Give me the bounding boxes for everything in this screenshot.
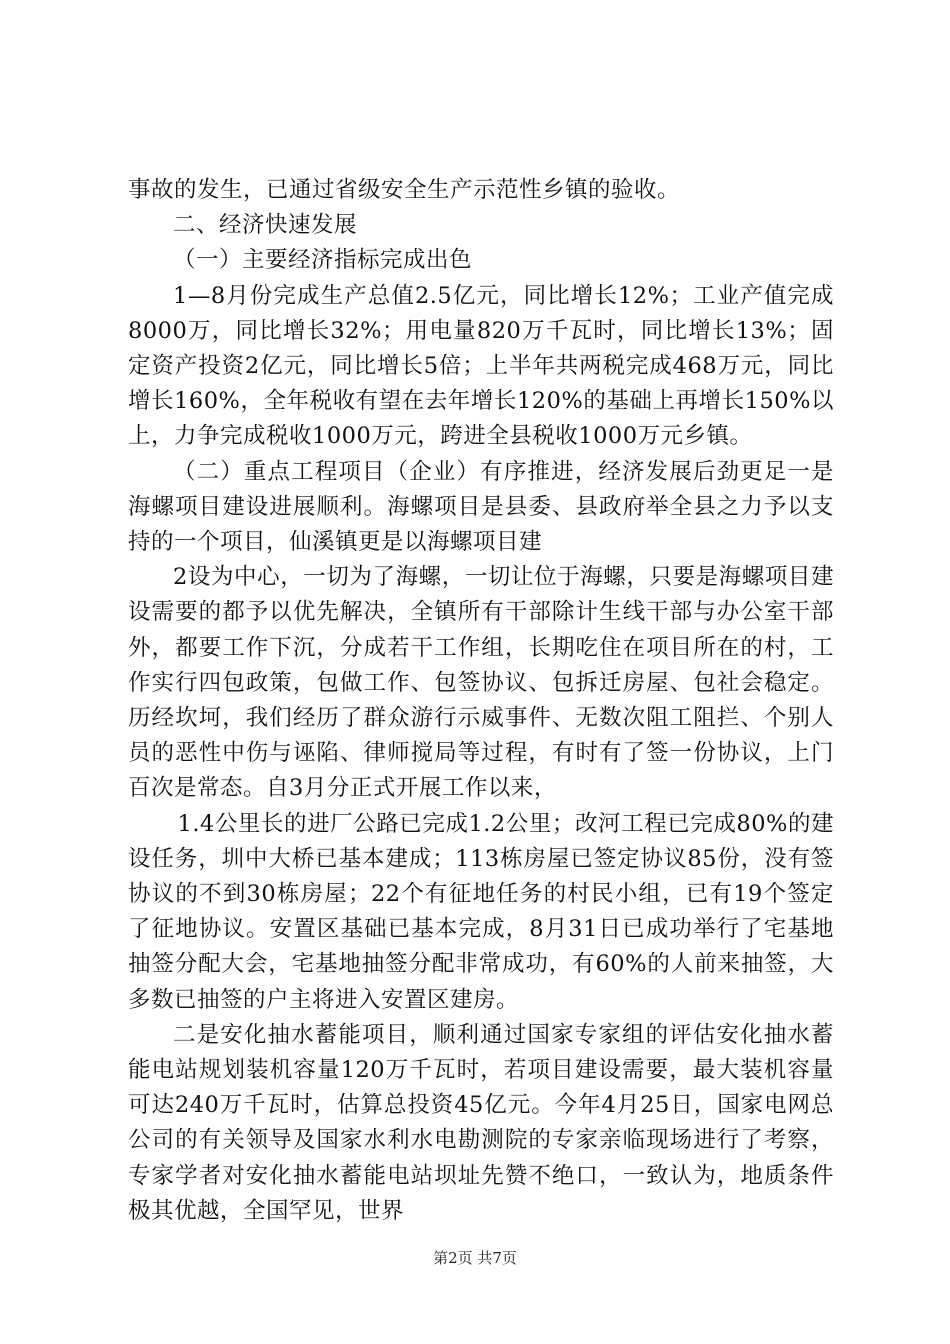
subsection-heading-1: （一）主要经济指标完成出色 <box>173 247 473 274</box>
paragraph-pumped-storage: 二是安化抽水蓄能项目，顺利通过国家专家组的评估安化抽水蓄能电站规划装机容量120万千瓦时，若项目建设需要，最大装机容量可达240万千瓦时，估算总投资45亿元。今年4月25日，国家电网总公司的有关领导及国家水利水电勘测院的专家亲临现场进行了考察，专家学者对安化抽水蓄能电站坝址先赞不绝口，一致认为，地质条件极其优越，全国罕见，世界 <box>128 1021 834 1224</box>
paragraph-project-progress: 1.4公里长的进厂公路已完成1.2公里；改河工程已完成80%的建设任务，圳中大桥已基本建成；113栋房屋已签定协议85份，没有签协议的不到30栋房屋；22个有征地任务的村民小组，已有19个签定了征地协议。安置区基础已基本完成，8月31日已成功举行了宅基地抽签分配大会，宅基地抽签分配非常成功，有60%的人前来抽签，大多数已抽签的户主将进入安置区建房。 <box>128 810 834 1013</box>
paragraph-conch-project: 2设为中心，一切为了海螺，一切让位于海螺，只要是海螺项目建设需要的都予以优先解决，全镇所有干部除计生线干部与办公室干部外，都要工作下沉，分成若干工作组，长期吃住在项目所在的村，工作实行四包政策，包做工作、包签协议、包拆迁房屋、包社会稳定。历经坎坷，我们经历了群众游行示威事件、无数次阻工阻拦、个别人员的恶性中伤与诬陷、律师搅局等过程，有时有了签一份协议，上门百次是常态。自3月分正式开展工作以来， <box>128 564 834 802</box>
subsection-heading-2-paragraph: （二）重点工程项目（企业）有序推进，经济发展后劲更足一是海螺项目建设进展顺利。海螺项目是县委、县政府举全县之力予以支持的一个项目，仙溪镇更是以海螺项目建 <box>128 458 834 556</box>
paragraph-continuation: 事故的发生，已通过省级安全生产示范性乡镇的验收。 <box>128 177 681 203</box>
paragraph-economic-indicators: 1—8月份完成生产总值2.5亿元，同比增长12%；工业产值完成8000万，同比增长32%；用电量820万千瓦时，同比增长13%；固定资产投资2亿元，同比增长5倍；上半年共两税完成468万元，同比增长160%，全年税收有望在去年增长120%的基础上再增长150%以上，力争完成税收1000万元，跨进全县税收1000万元乡镇。 <box>128 282 834 450</box>
section-heading: 二、经济快速发展 <box>173 212 358 239</box>
document-body <box>128 173 834 1229</box>
page-number-footer: 第2页 共7页 <box>433 1249 517 1267</box>
